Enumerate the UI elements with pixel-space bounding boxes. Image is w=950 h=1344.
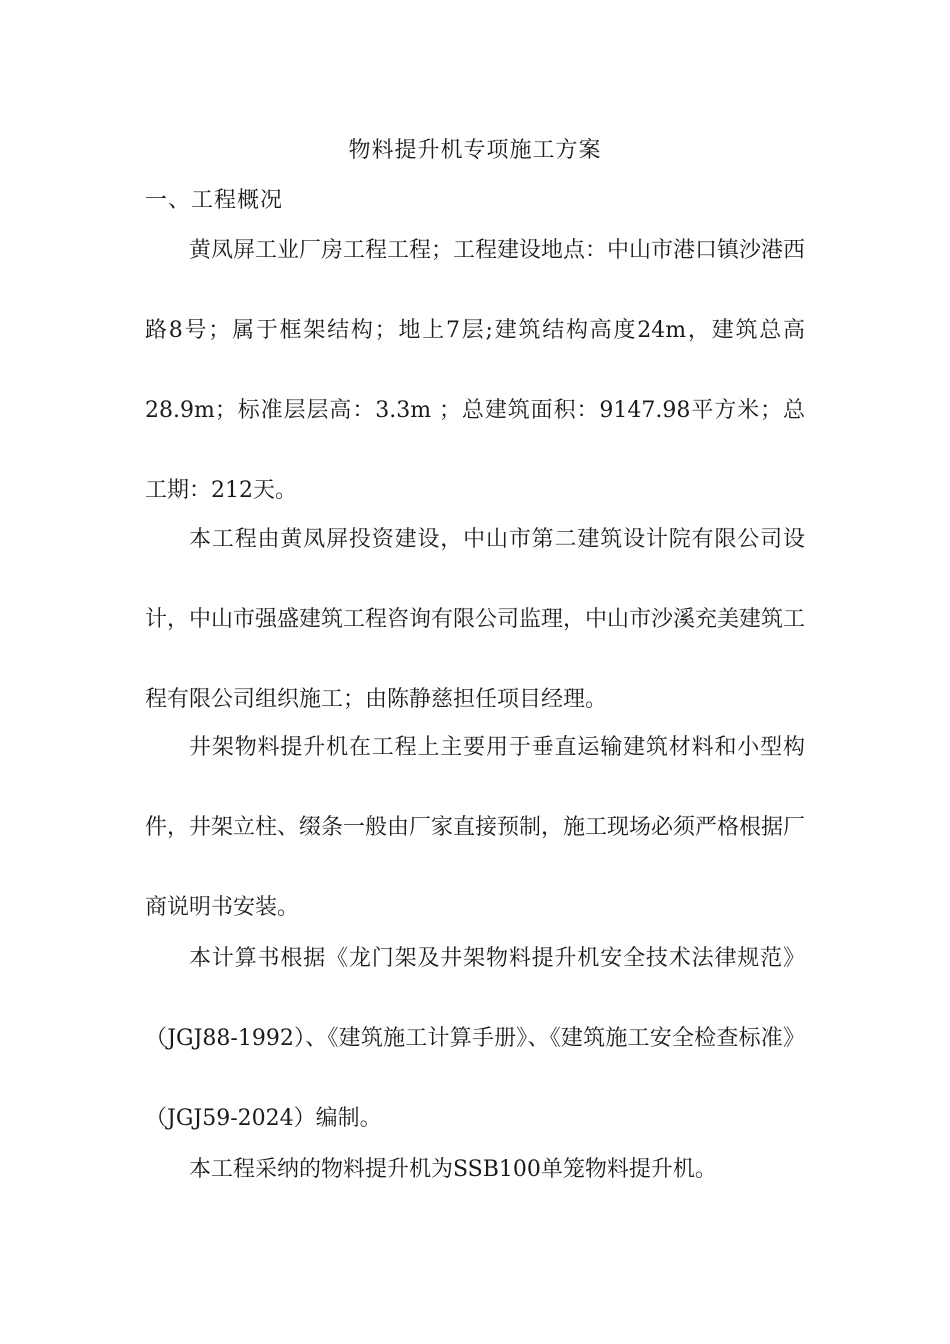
document-title: 物料提升机专项施工方案 xyxy=(348,138,602,163)
section-heading: 一、工程概况 xyxy=(145,188,284,213)
paragraph-hoist-usage: 井架物料提升机在工程上主要用于垂直运输建筑材料和小型构件，井架立柱、缀条一般由厂家直接预制，施工现场必须严格根据厂商说明书安装。 xyxy=(145,735,806,920)
paragraph-project-overview: 黄凤屏工业厂房工程工程；工程建设地点：中山市港口镇沙港西路8号；属于框架结构；地上7层;建筑结构高度24m，建筑总高28.9m；标准层层高：3.3m ；总建筑面积：9147.98平方米；总工期：212天。 xyxy=(145,238,806,503)
paragraph-parties: 本工程由黄凤屏投资建设，中山市第二建筑设计院有限公司设计，中山市强盛建筑工程咨询有限公司监理，中山市沙溪充美建筑工程有限公司组织施工；由陈静慈担任项目经理。 xyxy=(145,527,806,712)
paragraph-hoist-model: 本工程采纳的物料提升机为SSB100单笼物料提升机。 xyxy=(189,1157,717,1182)
paragraph-standards: 本计算书根据《龙门架及井架物料提升机安全技术法律规范》（JGJ88-1992）、《建筑施工计算手册》、《建筑施工安全检查标准》（JGJ59-2024）编制。 xyxy=(145,946,805,1131)
